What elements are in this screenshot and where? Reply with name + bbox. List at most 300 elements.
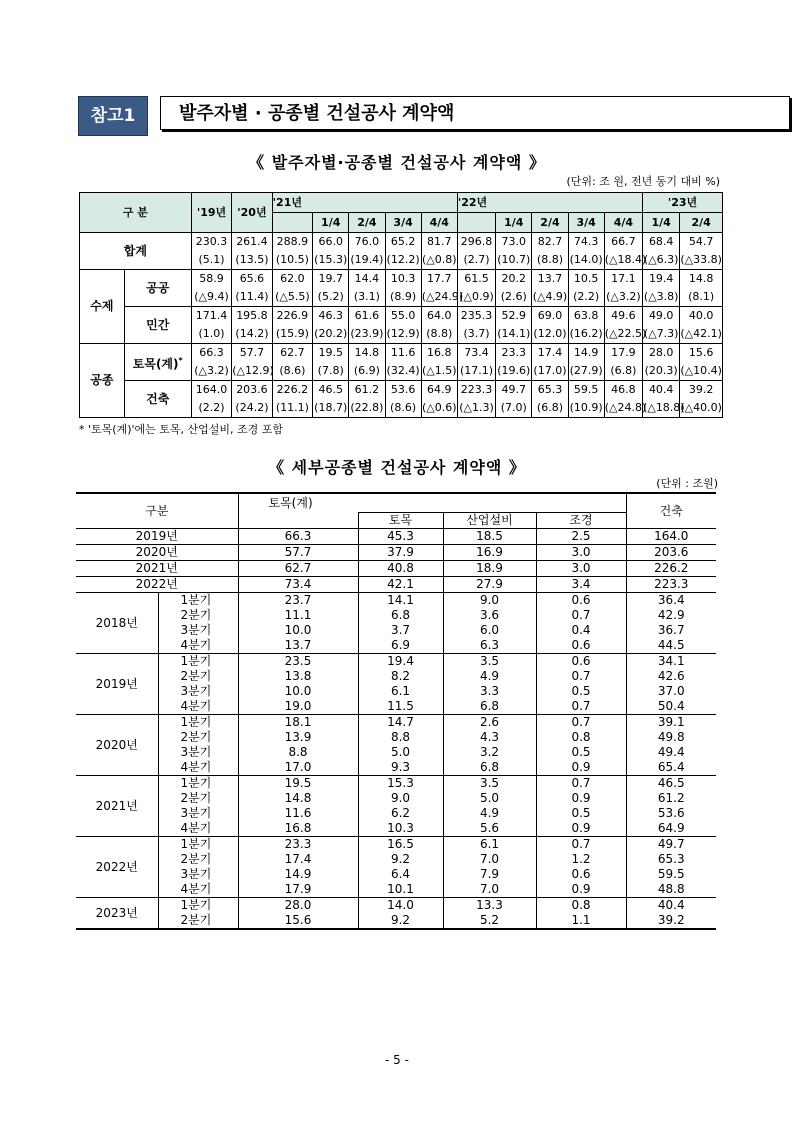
amount-value: 65.2 [390,235,416,248]
value-landscape: 0.4 [536,623,626,638]
value-civil: 8.8 [358,730,443,745]
value-civil-total: 17.0 [238,760,358,776]
value-civil: 9.2 [358,852,443,867]
header-2021: '21년 [272,193,457,213]
amount-value: 46.8 [611,383,636,396]
amount-value: 19.7 [318,272,343,285]
header-2022-q1: 1/4 [496,213,532,233]
quarter-label: 4분기 [158,760,238,776]
value-building: 203.6 [626,545,716,561]
value-plant: 6.8 [443,760,536,776]
amount-value: 19.4 [648,272,674,285]
yoy-change: (6.9) [353,364,380,377]
amount-value: 17.4 [537,346,563,359]
value-cell [604,233,647,270]
value-landscape: 0.5 [536,684,626,699]
value-landscape: 0.7 [536,699,626,715]
quarter-row [76,593,716,609]
amount-value: 17.7 [427,272,452,285]
value-civil-total: 15.6 [238,913,358,929]
quarter-row [76,837,716,853]
amount-value: 46.5 [318,383,343,396]
amount-value: 66.7 [611,235,636,248]
value-cell [496,307,532,344]
quarter-row [76,882,716,898]
yoy-change: (15.9) [275,327,309,340]
yoy-change: (△0.8) [422,253,457,266]
value-civil: 6.4 [358,867,443,882]
value-cell [680,307,723,344]
value-civil-total: 11.6 [238,806,358,821]
header-2023-q2: 2/4 [680,213,723,233]
value-building: 46.5 [626,776,716,792]
value-building: 49.4 [626,745,716,760]
value-building: 37.0 [626,684,716,699]
header-2022-q4: 4/4 [604,213,642,233]
yoy-change: (△4.9) [532,290,568,303]
value-civil: 14.7 [358,715,443,731]
value-cell [568,344,604,381]
amount-value: 57.7 [239,346,265,359]
value-landscape: 0.9 [536,882,626,898]
amount-value: 76.0 [354,235,380,248]
amount-value: 20.2 [501,272,527,285]
yoy-change: (12.2) [386,253,420,266]
yoy-change: (10.5) [275,253,309,266]
section-title: 발주자별 · 공종별 건설공사 계약액 [160,96,790,130]
value-cell [421,344,457,381]
value-plant: 3.6 [443,608,536,623]
value-cell [232,233,272,270]
quarter-row [76,699,716,715]
reference-badge: 참고1 [78,96,148,136]
value-plant: 5.0 [443,791,536,806]
value-plant: 5.2 [443,913,536,929]
value-landscape: 0.6 [536,593,626,609]
value-cell [385,344,421,381]
value-landscape: 0.6 [536,867,626,882]
amount-value: 63.8 [573,309,599,322]
yoy-change: (20.3) [644,364,678,377]
value-plant: 18.5 [443,529,536,545]
value-plant: 3.5 [443,776,536,792]
value-civil: 9.2 [358,913,443,929]
row-public [80,270,723,307]
table1-title: 《 발주자별·공종별 건설공사 계약액 》 [248,153,546,172]
value-civil-total: 17.9 [238,882,358,898]
yoy-change: (△1.3) [459,401,494,414]
yoy-change: (2.2) [198,401,225,414]
value-plant: 6.1 [443,837,536,853]
yoy-change: (△22.5) [604,327,647,340]
amount-value: 62.7 [280,346,305,359]
value-building: 34.1 [626,654,716,670]
value-building: 48.8 [626,882,716,898]
value-civil-total: 62.7 [238,561,358,577]
quarter-row [76,898,716,914]
amount-value: 40.0 [688,309,714,322]
year-label: 2019년 [76,654,158,715]
value-civil: 10.3 [358,821,443,837]
value-cell [532,233,568,270]
value-plant: 6.3 [443,638,536,654]
value-landscape: 0.9 [536,791,626,806]
amount-value: 49.7 [501,383,527,396]
value-building: 36.7 [626,623,716,638]
value-plant: 2.6 [443,715,536,731]
amount-value: 46.3 [318,309,343,322]
quarter-row [76,806,716,821]
detailed-contract-table [76,492,716,930]
header-landscape: 조경 [536,513,626,529]
value-plant: 6.0 [443,623,536,638]
value-cell [604,381,647,418]
yoy-change: (△10.4) [680,364,722,377]
yoy-change: (3.1) [353,290,380,303]
value-cell [532,344,568,381]
amount-value: 61.5 [464,272,489,285]
value-building: 50.4 [626,699,716,715]
value-plant: 27.9 [443,577,536,593]
value-cell [532,381,568,418]
yoy-change: (8.8) [426,327,453,340]
amount-value: 296.8 [460,235,493,248]
table2-unit: (단위 : 조원) [656,477,718,490]
value-cell [496,270,532,307]
value-cell [421,270,464,307]
value-cell [421,307,457,344]
value-cell [604,270,642,307]
value-cell [349,344,385,381]
value-civil-total: 19.5 [238,776,358,792]
value-building: 226.2 [626,561,716,577]
quarter-row [76,776,716,792]
amount-value: 65.3 [537,383,563,396]
quarter-label: 4분기 [158,821,238,837]
yoy-change: (△40.0) [680,401,722,414]
amount-value: 58.9 [199,272,224,285]
quarter-label: 3분기 [158,745,238,760]
quarter-label: 3분기 [158,806,238,821]
year-label: 2020년 [76,715,158,776]
amount-value: 164.0 [195,383,228,396]
value-cell [191,381,231,418]
quarter-row [76,684,716,699]
value-building: 65.4 [626,760,716,776]
value-landscape: 1.2 [536,852,626,867]
amount-value: 64.0 [427,309,452,322]
year-label: 2021년 [76,776,158,837]
value-civil-total: 23.3 [238,837,358,853]
value-civil: 16.5 [358,837,443,853]
yoy-change: (△0.6) [422,401,457,414]
value-cell [457,233,495,270]
yoy-change: (3.7) [463,327,490,340]
yoy-change: (△33.8) [680,253,722,266]
amount-value: 10.5 [573,272,599,285]
quarter-row [76,654,716,670]
annual-label: 2022년 [76,577,238,593]
yoy-change: (△0.9) [459,290,494,303]
value-cell [643,307,680,344]
amount-value: 55.0 [390,309,416,322]
yoy-change: (20.2) [314,327,348,340]
quarter-row [76,730,716,745]
value-building: 223.3 [626,577,716,593]
yoy-change: (6.8) [536,401,563,414]
value-plant: 4.9 [443,806,536,821]
value-civil: 9.0 [358,791,443,806]
value-building: 65.3 [626,852,716,867]
value-building: 36.4 [626,593,716,609]
value-landscape: 3.0 [536,545,626,561]
yoy-change: (△3.8) [643,290,679,303]
value-cell [496,233,532,270]
value-plant: 6.8 [443,699,536,715]
header-2019: '19년 [191,193,231,233]
value-cell [643,344,680,381]
quarter-label: 3분기 [158,623,238,638]
amount-value: 73.0 [501,235,527,248]
value-plant: 4.9 [443,669,536,684]
header-2021-q1: 1/4 [313,213,349,233]
amount-value: 15.6 [688,346,714,359]
amount-value: 74.3 [573,235,599,248]
yoy-change: (14.0) [569,253,603,266]
yoy-change: (23.9) [350,327,384,340]
value-civil-total: 13.7 [238,638,358,654]
value-civil-total: 23.7 [238,593,358,609]
value-civil-total: 66.3 [238,529,358,545]
value-building: 39.1 [626,715,716,731]
amount-value: 14.9 [573,346,599,359]
value-cell [643,270,680,307]
value-building: 59.5 [626,867,716,882]
value-civil-total: 23.5 [238,654,358,670]
yoy-change: (10.7) [497,253,531,266]
value-landscape: 0.9 [536,821,626,837]
quarter-label: 1분기 [158,837,238,853]
quarter-row [76,852,716,867]
value-civil: 6.2 [358,806,443,821]
value-plant: 9.0 [443,593,536,609]
amount-value: 66.3 [199,346,224,359]
amount-value: 49.6 [611,309,636,322]
amount-value: 68.4 [648,235,674,248]
value-plant: 13.3 [443,898,536,914]
header-gubun: 구분 [76,493,238,529]
value-civil: 45.3 [358,529,443,545]
amount-value: 171.4 [195,309,228,322]
quarter-label: 2분기 [158,669,238,684]
value-cell [421,233,457,270]
value-cell [457,381,495,418]
yoy-change: (△24.8) [604,401,647,414]
value-cell [680,270,723,307]
value-cell [313,233,349,270]
amount-value: 28.0 [648,346,674,359]
yoy-change: (5.1) [198,253,225,266]
yoy-change: (2.7) [463,253,490,266]
yoy-change: (5.2) [317,290,344,303]
quarter-row [76,760,716,776]
yoy-change: (△12.9) [232,364,274,377]
amount-value: 61.6 [354,309,380,322]
header-2023: '23년 [643,193,723,213]
value-landscape: 0.5 [536,806,626,821]
value-cell [496,381,532,418]
header-2021-q2: 2/4 [349,213,385,233]
value-landscape: 0.7 [536,669,626,684]
value-landscape: 0.7 [536,776,626,792]
value-cell [313,270,349,307]
amount-value: 62.0 [280,272,305,285]
yoy-change: (△18.8) [643,401,685,414]
value-building: 164.0 [626,529,716,545]
quarter-label: 1분기 [158,898,238,914]
value-plant: 7.0 [443,882,536,898]
amount-value: 17.1 [611,272,636,285]
yoy-change: (△42.1) [680,327,722,340]
quarter-label: 2분기 [158,852,238,867]
value-civil-total: 13.8 [238,669,358,684]
value-civil-total: 14.8 [238,791,358,806]
value-cell [496,344,532,381]
value-civil: 6.9 [358,638,443,654]
value-cell [680,344,723,381]
yoy-change: (△9.4) [194,290,229,303]
value-civil: 42.1 [358,577,443,593]
value-cell [272,307,312,344]
yoy-change: (15.3) [314,253,348,266]
value-cell [191,344,231,381]
value-building: 40.4 [626,898,716,914]
row-label-public: 공공 [124,270,191,307]
quarter-row [76,715,716,731]
amount-value: 226.9 [276,309,309,322]
amount-value: 23.3 [501,346,527,359]
amount-value: 73.4 [464,346,489,359]
yoy-change: (△7.3) [643,327,679,340]
value-cell [568,233,604,270]
value-civil: 14.1 [358,593,443,609]
value-civil-total: 18.1 [238,715,358,731]
row-civil [80,344,723,381]
quarter-label: 4분기 [158,699,238,715]
value-plant: 16.9 [443,545,536,561]
value-plant: 3.5 [443,654,536,670]
value-cell [232,344,272,381]
annual-label: 2020년 [76,545,238,561]
value-civil-total: 8.8 [238,745,358,760]
row-group-work: 공종 [80,344,125,418]
value-landscape: 0.7 [536,715,626,731]
amount-value: 223.3 [460,383,493,396]
year-label: 2018년 [76,593,158,654]
year-label: 2023년 [76,898,158,930]
value-civil: 3.7 [358,623,443,638]
yoy-change: (11.4) [235,290,269,303]
quarter-row [76,623,716,638]
amount-value: 14.8 [354,346,380,359]
quarter-row [76,791,716,806]
amount-value: 59.5 [573,383,599,396]
value-landscape: 0.9 [536,760,626,776]
amount-value: 14.8 [688,272,714,285]
amount-value: 53.6 [390,383,416,396]
annual-row [76,545,716,561]
value-cell [272,270,312,307]
quarter-label: 1분기 [158,654,238,670]
civil-label-text: 토목(계) [132,356,179,371]
value-building: 53.6 [626,806,716,821]
amount-value: 16.8 [427,346,452,359]
value-plant: 5.6 [443,821,536,837]
row-label-total: 합계 [80,233,192,270]
value-cell [191,233,231,270]
annual-label: 2019년 [76,529,238,545]
yoy-change: (19.6) [497,364,531,377]
quarter-label: 1분기 [158,593,238,609]
value-cell [568,307,604,344]
contract-by-client-table [79,192,723,418]
value-cell [385,381,421,418]
header-plant: 산업설비 [443,513,536,529]
yoy-change: (12.9) [386,327,420,340]
value-civil-total: 10.0 [238,623,358,638]
value-civil: 40.8 [358,561,443,577]
yoy-change: (17.0) [533,364,567,377]
header-2021-q4: 4/4 [421,213,457,233]
value-landscape: 3.4 [536,577,626,593]
yoy-change: (△5.5) [275,290,310,303]
value-plant: 18.9 [443,561,536,577]
yoy-change: (27.9) [569,364,603,377]
yoy-change: (7.0) [500,401,527,414]
row-label-building: 건축 [124,381,191,418]
value-plant: 3.2 [443,745,536,760]
header-building: 건축 [626,493,716,529]
value-cell [680,381,723,418]
yoy-change: (8.6) [390,401,417,414]
value-civil-total: 13.9 [238,730,358,745]
row-label-civil [124,344,191,381]
annual-label: 2021년 [76,561,238,577]
value-cell [568,381,604,418]
amount-value: 14.4 [354,272,380,285]
value-landscape: 0.7 [536,837,626,853]
yoy-change: (8.1) [688,290,715,303]
value-cell [272,233,312,270]
yoy-change: (19.4) [350,253,384,266]
value-plant: 3.3 [443,684,536,699]
value-landscape: 0.6 [536,654,626,670]
yoy-change: (14.1) [497,327,531,340]
value-cell [272,381,312,418]
quarter-row [76,669,716,684]
amount-value: 39.2 [688,383,714,396]
value-cell [457,270,495,307]
header-blank [238,513,358,529]
yoy-change: (12.0) [533,327,567,340]
value-cell [385,233,421,270]
value-cell [349,381,385,418]
amount-value: 81.7 [427,235,452,248]
value-landscape: 0.5 [536,745,626,760]
value-civil: 5.0 [358,745,443,760]
annual-row [76,529,716,545]
value-cell [604,344,642,381]
